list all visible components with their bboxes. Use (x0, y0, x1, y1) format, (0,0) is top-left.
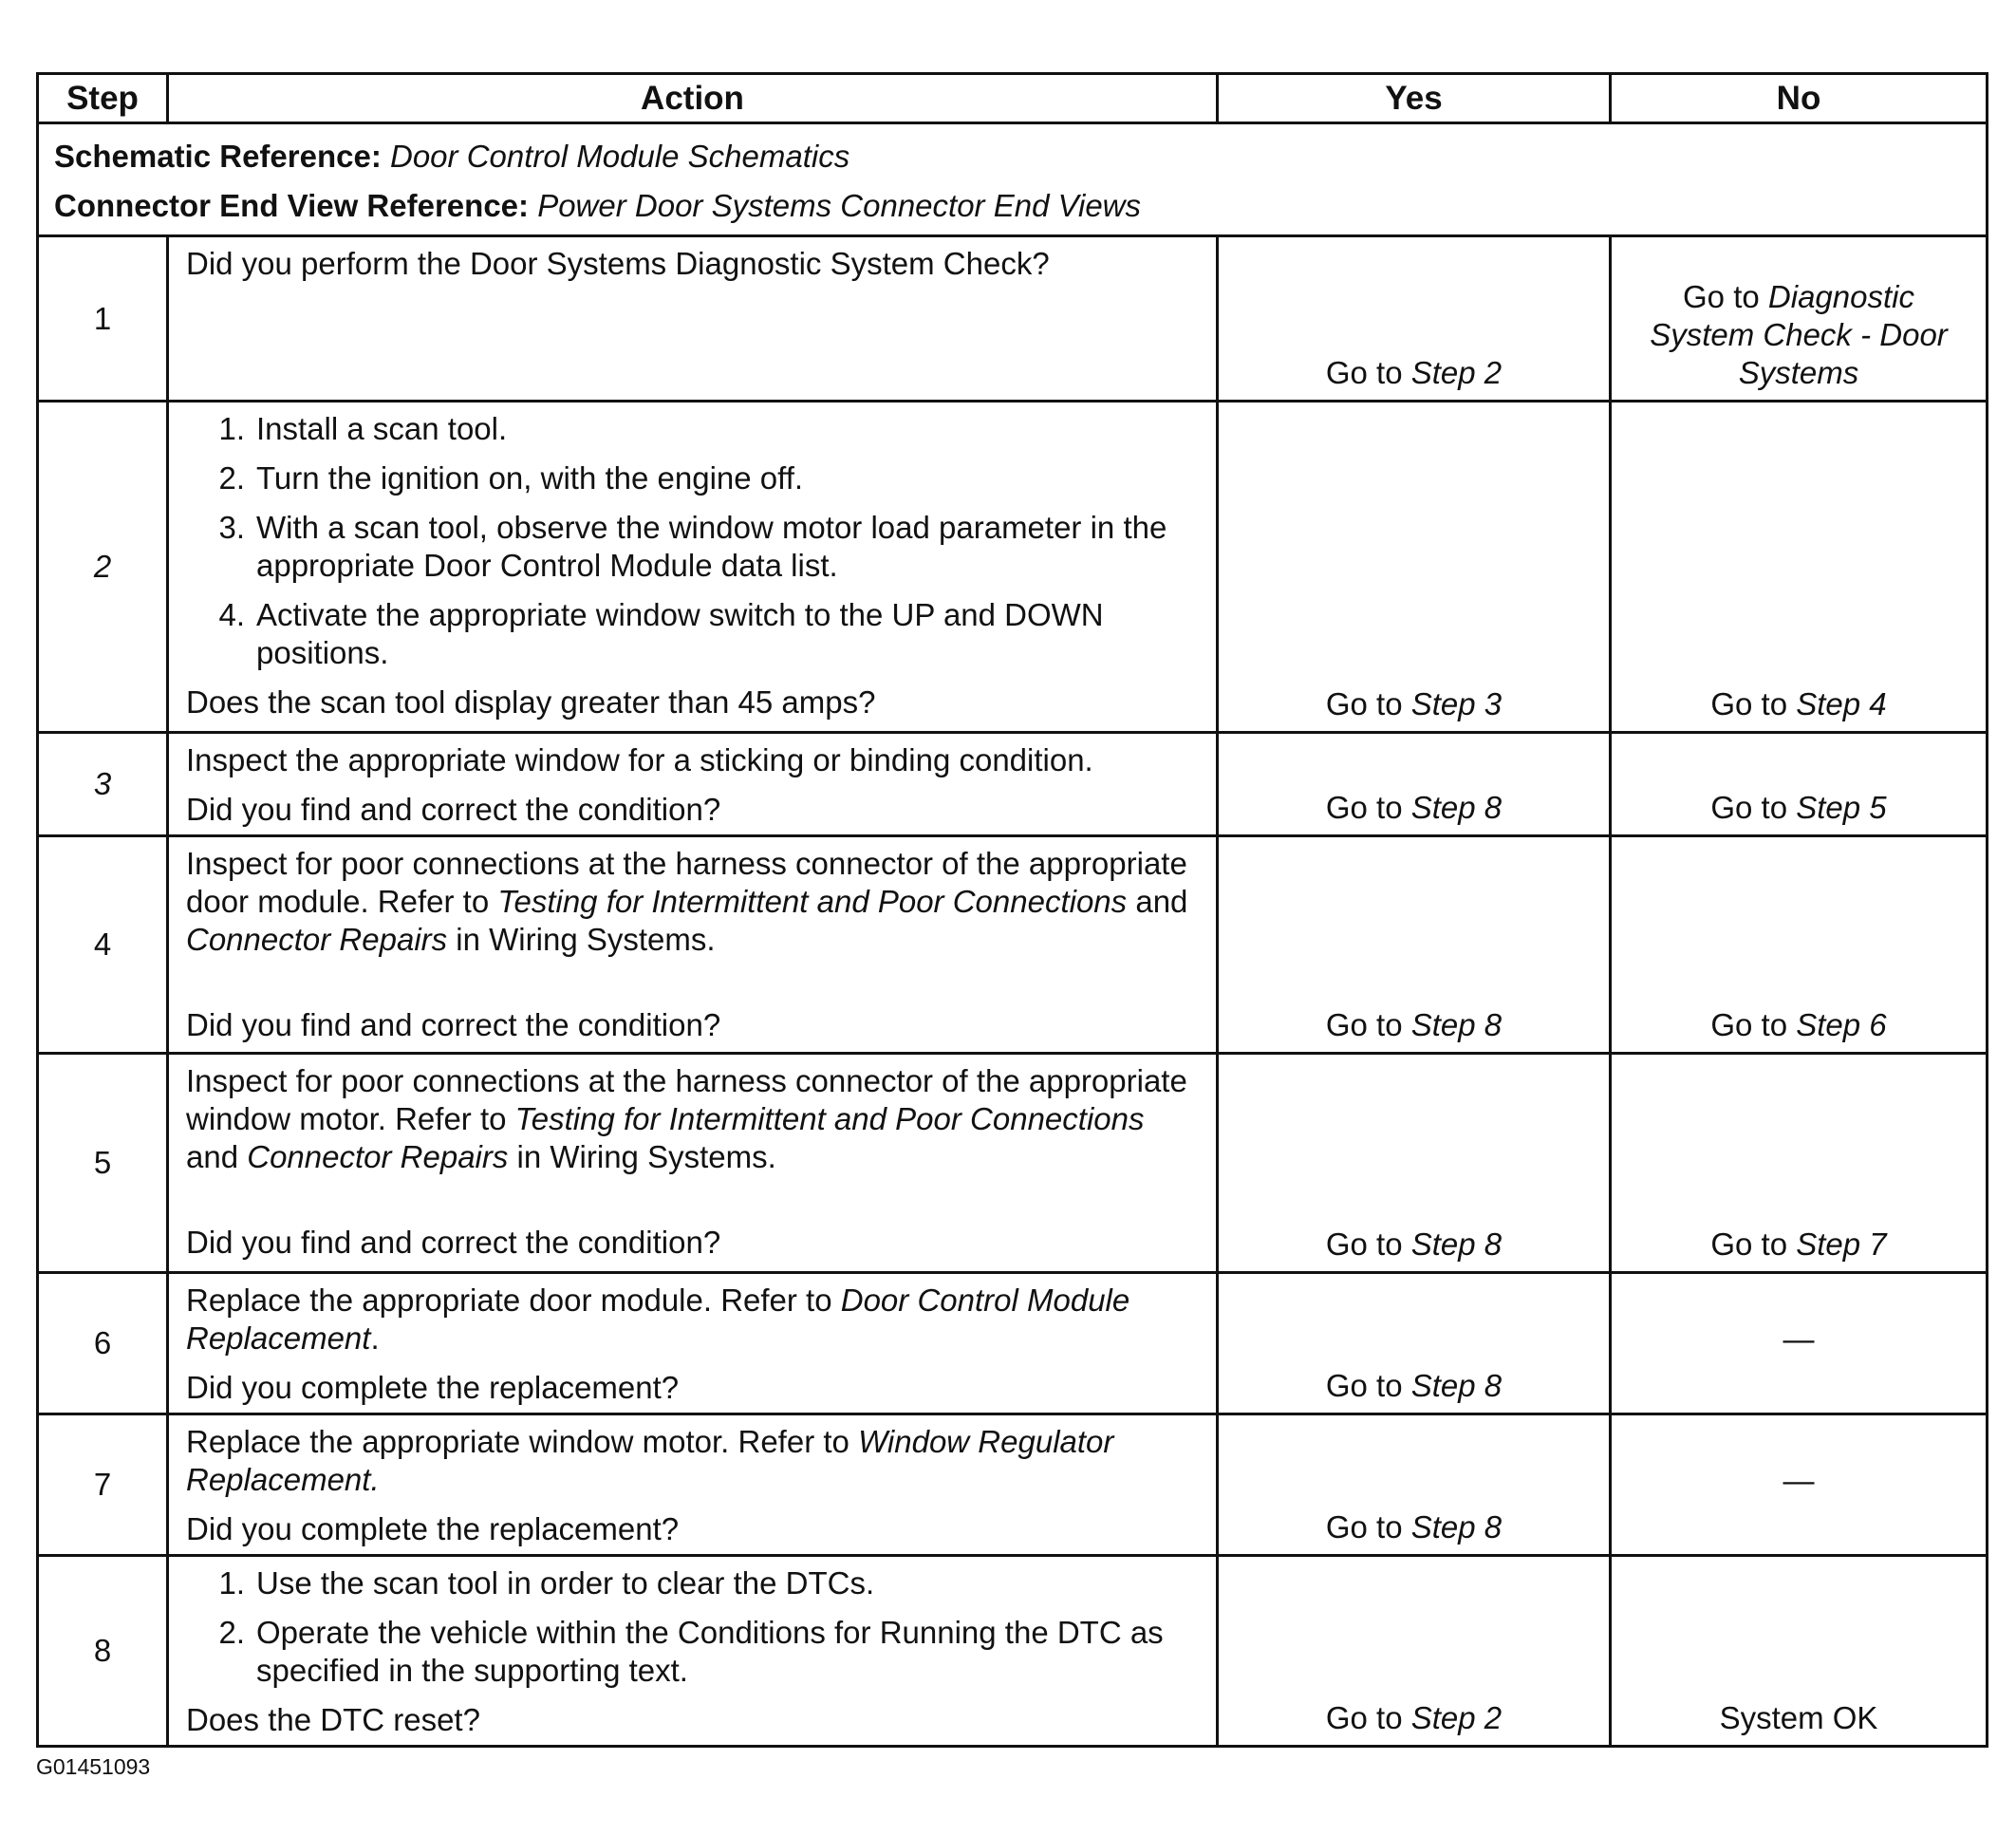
table-row (38, 402, 1988, 733)
yes-step-link[interactable]: Step 8 (1410, 790, 1503, 825)
no-link-line2[interactable]: System Check - Door (1650, 317, 1948, 352)
action-cell (168, 1414, 1218, 1556)
list-text: Install a scan tool. (256, 411, 508, 446)
question-text: Does the DTC reset? (186, 1702, 480, 1737)
yes-cell (1218, 733, 1611, 836)
no-step-link[interactable]: Step 7 (1796, 1226, 1887, 1262)
action-cell (168, 1054, 1218, 1273)
no-prefix: Go to (1710, 790, 1788, 825)
question-text: Did you find and correct the condition? (186, 1225, 721, 1260)
figure-id: G01451093 (36, 1754, 151, 1779)
no-cell: System OK (1611, 1556, 1988, 1747)
question-text: Does the scan tool display greater than 45 amps? (186, 684, 876, 720)
list-item (186, 1564, 1199, 1602)
replacement-link[interactable]: Window Regulator Replacement. (186, 1424, 1114, 1497)
testing-link[interactable]: Testing for Intermittent and Poor Connections (497, 884, 1128, 919)
action-text-part: . (370, 1320, 380, 1356)
yes-prefix: Go to (1325, 1509, 1403, 1545)
no-prefix: Go to (1710, 1007, 1788, 1042)
yes-step-link[interactable]: Step 2 (1410, 1700, 1503, 1735)
list-number: 1. (218, 1565, 245, 1601)
action-text-part: Replace the appropriate door module. Refer to (186, 1283, 841, 1318)
diagnostic-table-container (36, 72, 1986, 1748)
yes-prefix: Go to (1325, 686, 1403, 721)
yes-cell (1218, 236, 1611, 402)
replacement-link[interactable]: Door Control Module Replacement (186, 1283, 1130, 1356)
no-prefix: Go to (1710, 686, 1788, 721)
table-row (38, 836, 1988, 1054)
no-cell (1611, 733, 1988, 836)
yes-prefix: Go to (1325, 790, 1403, 825)
action-text-part: in Wiring Systems. (508, 1139, 776, 1174)
action-cell (168, 1273, 1218, 1414)
step-number: 3 (38, 733, 168, 836)
schematic-reference-label: Schematic Reference: (54, 139, 382, 174)
action-text (186, 845, 1199, 959)
connector-repairs-link[interactable]: Connector Repairs (247, 1139, 509, 1174)
yes-cell (1218, 402, 1611, 733)
list-number: 3. (218, 510, 245, 545)
action-text-part: Inspect for poor connections at the harness connector of the appropriate door module. Refer to (186, 846, 1187, 919)
list-item (186, 1614, 1199, 1690)
question-text: Did you complete the replacement? (186, 1370, 680, 1405)
action-cell (168, 236, 1218, 402)
step-number: 7 (38, 1414, 168, 1556)
question-text: Did you find and correct the condition? (186, 1007, 721, 1042)
no-step-link[interactable]: Step 4 (1796, 686, 1887, 721)
list-item (186, 509, 1199, 585)
list-number: 4. (218, 597, 245, 632)
action-cell (168, 733, 1218, 836)
yes-step-link[interactable]: Step 8 (1410, 1509, 1503, 1545)
step-number: 4 (38, 836, 168, 1054)
no-step-link[interactable]: Step 5 (1796, 790, 1887, 825)
reference-row (38, 123, 1988, 236)
no-prefix: Go to (1683, 279, 1760, 314)
step-number: 6 (38, 1273, 168, 1414)
table-row (38, 236, 1988, 402)
header-no: No (1611, 74, 1988, 123)
yes-cell (1218, 1273, 1611, 1414)
yes-step-link[interactable]: Step 8 (1410, 1368, 1503, 1403)
list-text: Turn the ignition on, with the engine off. (256, 460, 804, 496)
action-cell (168, 402, 1218, 733)
no-cell: — (1611, 1414, 1988, 1556)
list-item (186, 596, 1199, 672)
question-text: Did you find and correct the condition? (186, 792, 721, 827)
yes-prefix: Go to (1325, 1700, 1403, 1735)
action-text-part: Inspect for poor connections at the harness connector of the appropriate window motor. Refer to (186, 1063, 1187, 1136)
no-cell (1611, 402, 1988, 733)
table-row (38, 733, 1988, 836)
diagnostic-table (36, 72, 1988, 1748)
action-text (186, 1282, 1199, 1358)
schematic-reference-link[interactable]: Door Control Module Schematics (390, 139, 850, 174)
table-row (38, 1414, 1988, 1556)
list-text: Activate the appropriate window switch to the UP and DOWN positions. (256, 597, 1104, 670)
header-step: Step (38, 74, 168, 123)
list-item (186, 459, 1199, 497)
question-text: Did you perform the Door Systems Diagnostic System Check? (186, 246, 1050, 281)
step-list (186, 410, 1199, 672)
connector-repairs-link[interactable]: Connector Repairs (186, 922, 448, 957)
action-text-part: in Wiring Systems. (447, 922, 716, 957)
list-text: Use the scan tool in order to clear the DTCs. (256, 1565, 875, 1601)
no-link[interactable]: Diagnostic (1767, 279, 1914, 314)
header-action: Action (168, 74, 1218, 123)
yes-step-link[interactable]: Step 2 (1410, 355, 1503, 390)
testing-link[interactable]: Testing for Intermittent and Poor Connections (514, 1101, 1145, 1136)
yes-step-link[interactable]: Step 8 (1410, 1007, 1503, 1042)
no-link-line3[interactable]: Systems (1738, 355, 1859, 390)
yes-step-link[interactable]: Step 3 (1410, 686, 1503, 721)
action-text (186, 1062, 1199, 1176)
step-number: 8 (38, 1556, 168, 1747)
step-number: 2 (38, 402, 168, 733)
yes-cell (1218, 836, 1611, 1054)
yes-prefix: Go to (1325, 355, 1403, 390)
table-row (38, 1273, 1988, 1414)
step-list (186, 1564, 1199, 1690)
action-text-part: and (186, 1139, 248, 1174)
list-text: Operate the vehicle within the Conditions for Running the DTC as specified in the supporting text. (256, 1615, 1164, 1688)
header-row (38, 74, 1988, 123)
table-row (38, 1054, 1988, 1273)
list-number: 2. (218, 1615, 245, 1650)
action-text-part: and (1127, 884, 1188, 919)
header-yes: Yes (1218, 74, 1611, 123)
connector-reference (54, 181, 1970, 231)
no-cell (1611, 1054, 1988, 1273)
no-cell (1611, 836, 1988, 1054)
step-number: 1 (38, 236, 168, 402)
yes-prefix: Go to (1325, 1007, 1403, 1042)
action-cell (168, 1556, 1218, 1747)
action-text (186, 1423, 1199, 1499)
no-cell: — (1611, 1273, 1988, 1414)
no-cell (1611, 236, 1988, 402)
connector-reference-link[interactable]: Power Door Systems Connector End Views (537, 188, 1142, 223)
yes-cell (1218, 1414, 1611, 1556)
step-number: 5 (38, 1054, 168, 1273)
schematic-reference (54, 132, 1970, 181)
connector-reference-label: Connector End View Reference: (54, 188, 530, 223)
list-item (186, 410, 1199, 448)
yes-cell (1218, 1556, 1611, 1747)
action-text: Inspect the appropriate window for a sticking or binding condition. (186, 742, 1093, 777)
action-text-part: Replace the appropriate window motor. Refer to (186, 1424, 859, 1459)
list-number: 2. (218, 460, 245, 496)
yes-prefix: Go to (1325, 1368, 1403, 1403)
yes-step-link[interactable]: Step 8 (1410, 1226, 1503, 1262)
yes-cell (1218, 1054, 1611, 1273)
action-cell (168, 836, 1218, 1054)
no-prefix: Go to (1710, 1226, 1788, 1262)
reference-cell (38, 123, 1988, 236)
yes-prefix: Go to (1325, 1226, 1403, 1262)
no-step-link[interactable]: Step 6 (1796, 1007, 1887, 1042)
question-text: Did you complete the replacement? (186, 1511, 680, 1546)
table-row (38, 1556, 1988, 1747)
list-number: 1. (218, 411, 245, 446)
list-text: With a scan tool, observe the window motor load parameter in the appropriate Door Control Module data list. (256, 510, 1167, 583)
